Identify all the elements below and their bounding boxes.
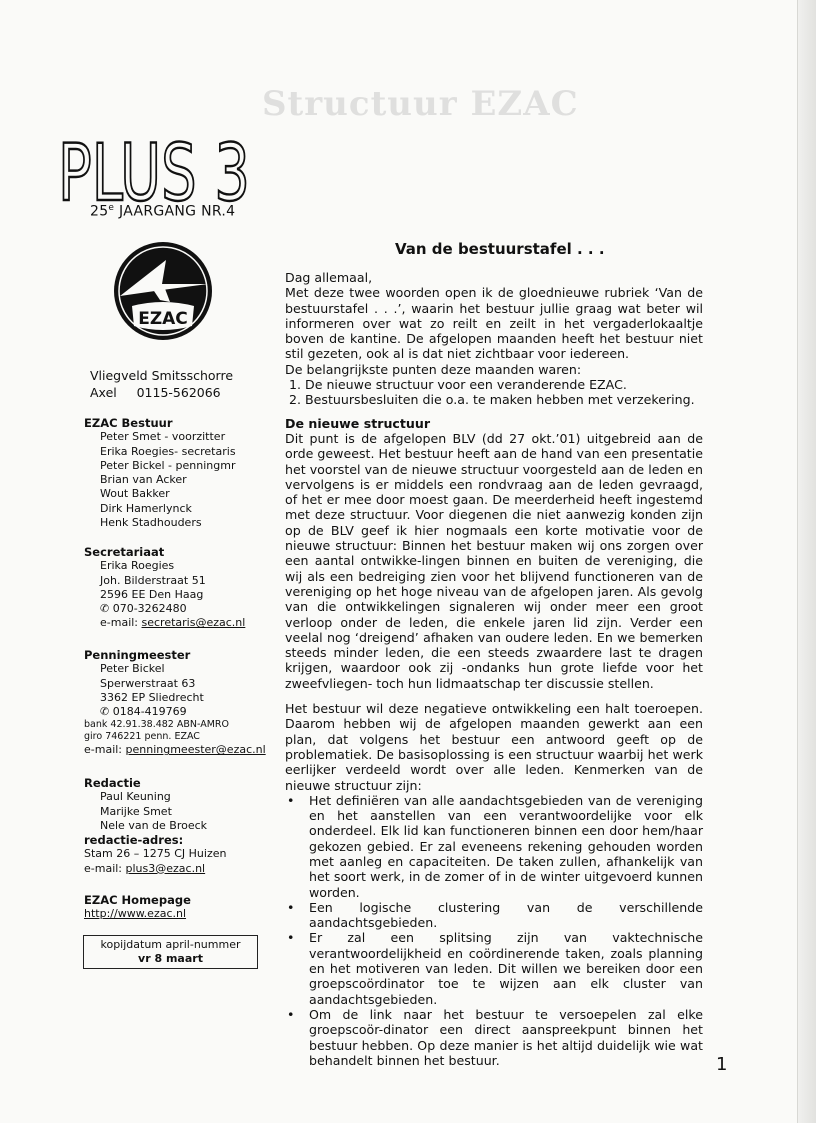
giro-account: giro 746221 penn. EZAC <box>84 731 200 743</box>
ezac-logo <box>112 240 214 342</box>
secretariaat-line: 2596 EE Den Haag <box>100 587 204 601</box>
secretariaat-line: Erika Roegies <box>100 559 175 573</box>
list-item <box>287 930 703 1007</box>
penningmeester-email-link[interactable]: penningmeester@ezac.nl <box>125 743 266 757</box>
bestuur-member: Wout Bakker <box>100 487 170 501</box>
list-item: 1. De nieuwe structuur voor een veranderende EZAC. <box>305 377 703 392</box>
kopijdatum-box <box>83 935 258 969</box>
email-label: e-mail: <box>84 861 126 875</box>
penningmeester-line: Sperwerstraat 63 <box>100 676 196 690</box>
redactie-member: Marijke Smet <box>100 804 172 818</box>
bestuur-member: Brian van Acker <box>100 473 187 487</box>
bestuur-member: Peter Bickel - penningmr <box>100 458 236 472</box>
penningmeester-phone: ✆ 0184-419769 <box>100 705 187 719</box>
list-item <box>287 1006 703 1068</box>
section-heading: De nieuwe structuur <box>285 415 431 431</box>
redactie-block <box>84 776 226 876</box>
airfield-name: Vliegveld Smitsschorre <box>90 368 234 383</box>
bullet: • <box>287 1006 295 1022</box>
secretariaat-block <box>84 545 245 631</box>
points-list <box>285 377 703 408</box>
bestuur-member: Henk Stadhouders <box>100 516 202 530</box>
list-item: 2. Bestuursbesluiten die o.a. te maken hebben met verzekering. <box>305 392 703 407</box>
secretariaat-email-link[interactable]: secretaris@ezac.nl <box>141 616 246 630</box>
jaargang-line <box>90 203 235 220</box>
penningmeester-line: Peter Bickel <box>100 662 165 676</box>
list-item <box>287 899 703 931</box>
secretariaat-heading: Secretariaat <box>84 545 165 559</box>
jaargang-sup: e <box>108 203 115 213</box>
article-paragraph: Dit punt is de afgelopen BLV (dd 27 okt.’01) uitgebreid aan de orde geweest. Het bestuur heeft aan de hand van een presentatie het voorstel van de nieuwe structuur voorgesteld aan de leden en vervolgens is er middels een rondvraag aan de leden gevraagd, of het er mee door moest gaan. De meerderheid heeft ingestemd met deze structuur. Voor diegenen die niet aanwezig konden zijn op de BLV geef ik hier nogmaals een korte motivatie voor de nieuwe structuur: Binnen het bestuur maken wij ons zorgen over een aantal ontwikke-lingen binnen en buiten de vereniging, die wij als een bedreiging zien voor het blijvend functioneren van de vereniging op het hoge niveau van de afgelopen jaren. Als gevolg van die ontwikkelingen signaleren wij onder meer een groot verloop onder de leden, die enkele jaren lid zijn. Verder een veelal nog ‘dreigend’ afhaken van oudere leden. En we bemerken steeds minder leden, die een steeds zwaardere last te dragen krijgen, waardoor ook zij -ondanks hun grote liefde voor het zweefvliegen- toch hun lidmaatschap ter discussie stellen. <box>285 430 703 691</box>
redactie-heading: Redactie <box>84 776 141 790</box>
article-paragraph: Het bestuur wil deze negatieve ontwikkeling een halt toeroepen. Daarom hebben wij de afgelopen maanden gewerkt aan een plan, dat volgens het bestuur een antwoord geeft op de problematiek. De basisoplossing is een structuur waarbij het werk eerlijker verdeeld wordt over alle leden. Kenmerken van de nieuwe structuur zijn: <box>285 701 703 793</box>
redactie-adres: Stam 26 – 1275 CJ Huizen <box>84 847 227 861</box>
penningmeester-block <box>84 648 266 758</box>
logo-text: EZAC <box>138 309 188 329</box>
features-list <box>285 793 703 1068</box>
masthead-title <box>54 128 254 210</box>
bestuur-heading: EZAC Bestuur <box>84 416 173 430</box>
show-through-heading: Structuur EZAC <box>262 84 579 124</box>
bullet: • <box>287 899 295 915</box>
list-item-text: Een logische clustering van de verschillende aandachtsgebieden. <box>309 899 703 931</box>
kopijdatum-label: kopijdatum april-nummer <box>100 938 241 951</box>
secretariaat-line: Joh. Bilderstraat 51 <box>100 573 206 587</box>
bestuur-block <box>84 416 236 530</box>
penningmeester-email-line <box>84 743 266 757</box>
homepage-heading: EZAC Homepage <box>84 893 191 907</box>
bestuur-member: Erika Roegies- secretaris <box>100 444 236 458</box>
list-item-text: Er zal een splitsing zijn van vaktechnische verantwoordelijkheid en coördinerende taken, zoals planning en het motiveren van leden. Dit willen we bereiken door een groepscoördinator toe te wijzen aan elk cluster van aandachtsgebieden. <box>309 930 703 1007</box>
next-page-edge <box>797 0 816 1123</box>
article-greeting: Dag allemaal, <box>285 270 373 285</box>
penningmeester-heading: Penningmeester <box>84 648 191 662</box>
page-number: 1 <box>716 1054 728 1075</box>
email-label: e-mail: <box>100 616 142 630</box>
bestuur-member: Dirk Hamerlynck <box>100 501 192 515</box>
article-title: Van de bestuurstafel . . . <box>395 240 605 258</box>
masthead-title-text: PLUS 3 <box>58 129 250 210</box>
redactie-email-line <box>84 862 226 876</box>
bullet: • <box>287 930 295 946</box>
redactie-member: Paul Keuning <box>100 790 171 804</box>
secretariaat-email-line <box>84 616 245 630</box>
points-intro: De belangrijkste punten deze maanden waren: <box>285 361 582 377</box>
list-item <box>287 792 703 900</box>
email-label: e-mail: <box>84 743 126 757</box>
airfield-phone: Axel 0115-562066 <box>90 385 221 400</box>
bullet: • <box>287 792 295 808</box>
article <box>285 242 703 1068</box>
bestuur-member: Peter Smet - voorzitter <box>100 430 226 444</box>
penningmeester-line: 3362 EP Sliedrecht <box>100 690 204 704</box>
bank-account: bank 42.91.38.482 ABN-AMRO <box>84 719 229 731</box>
kopijdatum-date: vr 8 maart <box>138 952 203 965</box>
homepage-block <box>84 893 191 922</box>
list-item-text: Om de link naar het bestuur te versoepelen zal elke groepscoör-dinator een direct aanspreekpunt binnen het bestuur hebben. Op deze manier is het altijd duidelijk wie wat behandelt binnen het bestuur. <box>309 1006 703 1068</box>
redactie-adres-heading: redactie-adres: <box>84 833 184 848</box>
secretariaat-phone: ✆ 070-3262480 <box>100 602 187 616</box>
list-item-text: Het definiëren van alle aandachtsgebieden van de vereniging en het aanstellen van een verantwoordelijke voor elk onderdeel. Elk lid kan functioneren binnen een door hem/haar gekozen gebied. Er zal eveneens rekening gehouden worden met aanleg en capaciteiten. De taken zullen, afhankelijk van het soort werk, in de zomer of in de winter uitgevoerd kunnen worden. <box>309 792 703 900</box>
jaargang-number: 25 <box>90 203 109 220</box>
homepage-link[interactable]: http://www.ezac.nl <box>84 907 187 921</box>
redactie-member: Nele van de Broeck <box>100 818 208 832</box>
club-location <box>90 367 233 401</box>
redactie-email-link[interactable]: plus3@ezac.nl <box>125 861 206 875</box>
article-intro: Met deze twee woorden open ik de gloednieuwe rubriek ‘Van de bestuurstafel . . .’, waarin het bestuur jullie graag wat beter wil informeren over wat zo reilt en zeilt in het vergaderlokaaltje boven de kantine. De afgelopen maanden heeft het bestuur niet stil gezeten, ook al is dat niet zichtbaar voor iedereen. <box>285 285 703 362</box>
jaargang-text: JAARGANG NR.4 <box>114 203 236 220</box>
